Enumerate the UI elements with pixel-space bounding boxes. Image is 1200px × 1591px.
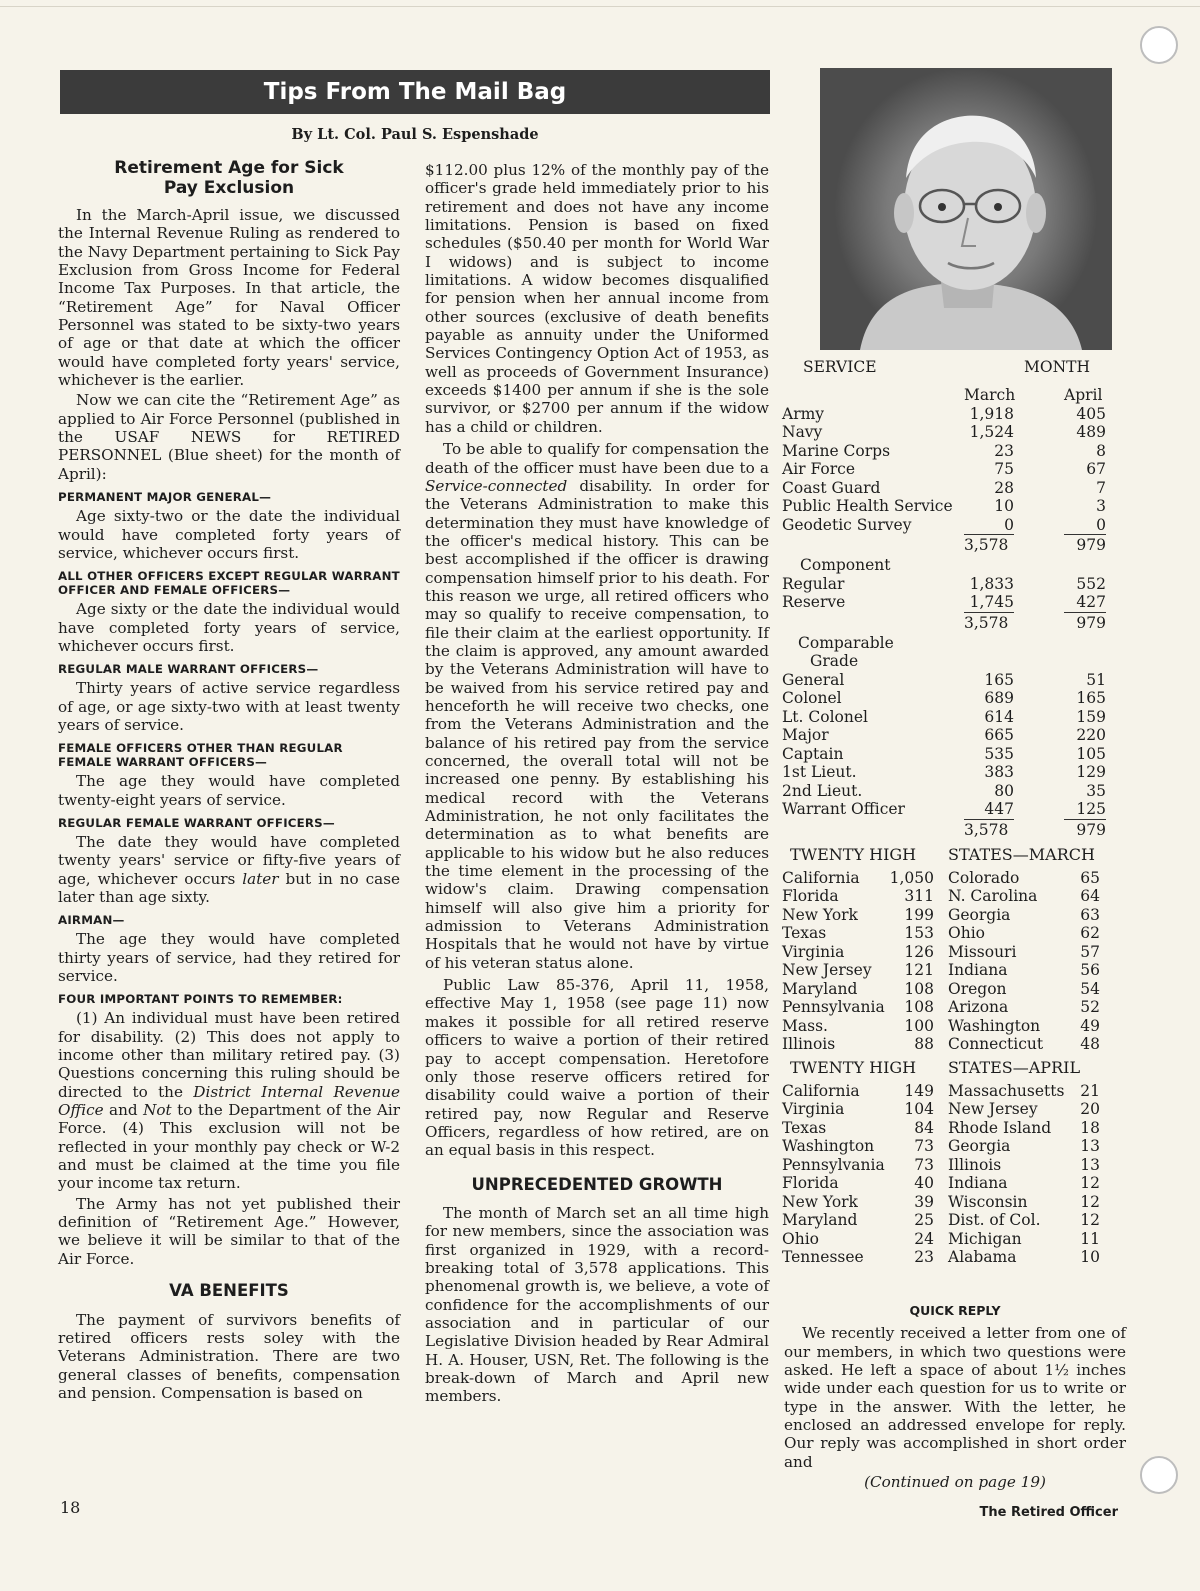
high-april-title: TWENTY HIGH [790, 1057, 917, 1077]
march-value: 535 [984, 744, 1014, 763]
table-row [782, 1016, 1123, 1036]
table-row [782, 1211, 1123, 1230]
row-label: Marine Corps [782, 441, 891, 460]
state-count: 121 [904, 961, 934, 979]
state-name: Georgia [948, 1137, 1011, 1155]
paragraph: The month of March set an all time high for new members, since the association was first organized in 1929, with a record-breaking total of 3,578 applications. This phenomenal growth is, we believe, a vote of confidence for the accomplishments of our association and in particular of our Legislative Division headed by Rear Admiral H. A. Houser, USN, Ret. The following is the break-down of March and April new members. [425, 1203, 769, 1406]
table-row [782, 404, 1123, 424]
table-row [782, 1100, 1123, 1119]
high-states-april-table [782, 1081, 1123, 1267]
table-row [782, 781, 1123, 801]
state-name: Oregon [948, 979, 1007, 998]
state-count: 54 [1080, 979, 1100, 998]
table-row [782, 593, 1123, 612]
total-april: 979 [1076, 613, 1106, 632]
component-label: Component [800, 556, 891, 574]
april-value: 8 [1096, 441, 1106, 460]
subheading: REGULAR MALE WARRANT OFFICERS— [58, 662, 319, 677]
table-row [782, 1081, 1123, 1101]
paragraph: (1) An individual must have been retired for disability. (2) This does not apply to income other than military retired pay. (3) Questions concerning this ruling should be directed to the District Internal Revenue Office and Not to the Department of the Air Force. (4) This exclusion will not be reflected in your monthly pay check or W-2 and must be claimed at the time you file your income tax return. [58, 1009, 401, 1193]
paragraph: $112.00 plus 12% of the monthly pay of the officer's grade held immediately prior to his retirement and does not have any income limitations. Pension is based on fixed schedules ($50.40 per month for World War I widows) and is subject to income limitations. A widow becomes disqualified for pension when her annual income from other sources (exclusive of death benefits payable as annuity under the Uniformed Services Contingency Option Act of 1953, as well as proceeds of Government Insurance) exceeds $1400 per annum if she is the sole survivor, or $2700 per annum if the widow has a child or children. [425, 161, 769, 436]
table-row [782, 744, 1123, 764]
row-label: Navy [782, 423, 823, 441]
table-row [782, 670, 1123, 690]
state-count: 104 [904, 1100, 934, 1118]
high-march-title: STATES—MARCH [948, 844, 1095, 864]
subheading: FEMALE OFFICERS OTHER THAN REGULAR FEMALE WARRANT OFFICERS— [58, 741, 343, 770]
state-name: New Jersey [782, 961, 872, 979]
table-row [782, 515, 1123, 535]
grade-label: Grade [810, 652, 859, 670]
state-name: Maryland [782, 1211, 858, 1229]
april-value: 165 [1076, 689, 1106, 707]
april-value: 427 [1076, 593, 1106, 611]
column-1 [58, 158, 400, 1404]
state-name: Mass. [782, 1016, 828, 1035]
state-name: Missouri [948, 942, 1017, 961]
paragraph: Public Law 85-376, April 11, 1958, effective May 1, 1958 (see page 11) now makes it possible for all retired reserve officers to waive a portion of their retired pay to accept compensation. Heretofore only those reserve officers retired for disability could waive a portion of their retired pay, now Regular and Reserve Officers, regardless of how retired, are on an equal basis in this respect. [425, 976, 769, 1160]
april-value: 159 [1076, 707, 1106, 726]
state-count: 23 [914, 1248, 934, 1266]
state-name: Pennsylvania [782, 1155, 885, 1174]
state-count: 10 [1080, 1248, 1100, 1266]
row-label: General [782, 670, 845, 689]
binder-hole-bottom [1140, 1456, 1178, 1494]
state-count: 56 [1080, 961, 1100, 979]
state-name: Georgia [948, 905, 1011, 924]
state-name: New York [782, 1192, 858, 1211]
high-states-march-table [782, 868, 1123, 1054]
state-count: 1,050 [889, 868, 934, 887]
state-count: 199 [904, 905, 934, 924]
row-label: Army [782, 404, 825, 423]
march-value: 1,833 [969, 574, 1014, 593]
table-row [782, 800, 1123, 819]
state-count: 88 [914, 1035, 934, 1053]
march-value: 689 [984, 689, 1014, 707]
state-name: Virginia [782, 942, 845, 961]
table-row [782, 763, 1123, 782]
state-count: 12 [1080, 1174, 1100, 1192]
row-label: 2nd Lieut. [782, 781, 863, 800]
april-value: 7 [1096, 478, 1106, 497]
state-count: 49 [1080, 1016, 1100, 1035]
state-count: 25 [914, 1211, 934, 1229]
state-name: Indiana [948, 961, 1008, 979]
high-april-title: STATES—APRIL [948, 1057, 1081, 1077]
title-banner [60, 70, 770, 114]
state-name: Maryland [782, 979, 858, 998]
march-value: 665 [984, 726, 1014, 744]
march-value: 10 [994, 497, 1014, 515]
row-label: 1st Lieut. [782, 763, 857, 781]
total-april: 979 [1076, 536, 1106, 554]
subheading: AIRMAN— [58, 913, 125, 928]
april-value: 125 [1076, 800, 1106, 818]
table-row [782, 1192, 1123, 1212]
april-value: 552 [1076, 574, 1106, 593]
table-row [782, 478, 1123, 498]
april-value: 35 [1086, 781, 1106, 800]
row-label: Major [782, 726, 829, 744]
march-value: 0 [1004, 515, 1014, 534]
table-row [782, 905, 1123, 925]
state-count: 63 [1080, 905, 1100, 924]
state-name: Ohio [782, 1229, 819, 1248]
byline: By Lt. Col. Paul S. Espenshade [291, 126, 539, 143]
table-row [782, 726, 1123, 745]
april-value: 129 [1076, 763, 1106, 781]
table-row [782, 942, 1123, 962]
page-number: 18 [60, 1498, 81, 1517]
table-row [782, 1155, 1123, 1175]
binder-hole-top [1140, 26, 1178, 64]
page-top-edge [0, 0, 1200, 7]
state-name: N. Carolina [948, 887, 1038, 905]
paragraph: The date they would have completed twenty years' service or fifty-five years of age, whichever occurs later but in no case later than age sixty. [58, 832, 400, 906]
table-row [782, 979, 1123, 999]
state-count: 126 [904, 942, 934, 961]
state-count: 52 [1080, 998, 1100, 1016]
subheading: ALL OTHER OFFICERS EXCEPT REGULAR WARRANT OFFICER AND FEMALE OFFICERS— [58, 569, 400, 598]
column-2 [425, 161, 769, 1408]
state-name: Colorado [948, 868, 1020, 887]
continued-note: (Continued on page 19) [864, 1473, 1046, 1492]
state-count: 62 [1080, 924, 1100, 942]
state-count: 13 [1080, 1155, 1100, 1174]
grade-label: Comparable [798, 633, 894, 652]
paragraph: The age they would have completed twenty-eight years of service. [58, 772, 400, 809]
state-name: Rhode Island [948, 1118, 1052, 1137]
row-label: Public Health Service [782, 497, 953, 515]
state-name: Indiana [948, 1174, 1008, 1192]
april-value: 405 [1076, 404, 1106, 423]
row-label: Captain [782, 744, 844, 763]
table-row [782, 1137, 1123, 1156]
state-count: 65 [1080, 868, 1100, 887]
table-row [782, 689, 1123, 708]
heading-quick-reply: QUICK REPLY [909, 1303, 1001, 1318]
state-count: 18 [1080, 1118, 1100, 1137]
paragraph: Thirty years of active service regardless of age, or age sixty-two with at least twenty years of service. [58, 679, 400, 734]
grade-table [782, 670, 1123, 819]
march-value: 614 [984, 707, 1014, 726]
march-value: 1,918 [969, 404, 1014, 423]
paragraph: The payment of survivors benefits of retired officers rests soley with the Veterans Administration. There are two general classes of benefits, compensation and pension. Compensation is based on [58, 1310, 400, 1402]
state-count: 149 [904, 1081, 934, 1100]
table-row [782, 887, 1123, 906]
table-row [782, 497, 1123, 516]
state-name: Texas [782, 924, 827, 942]
heading-retirement-age: Retirement Age for Sick Pay Exclusion [114, 158, 344, 198]
paragraph: Age sixty or the date the individual would have completed forty years of service, whichever occurs first. [58, 600, 400, 655]
paragraph: We recently received a letter from one of our members, in which two questions were asked. He left a space of about 1½ inches wide under each question for us to write or type in the answer. With the letter, he enclosed an addressed envelope for reply. Our reply was accomplished in short order and [784, 1324, 1126, 1471]
component-table [782, 574, 1123, 612]
state-name: Massachusetts [948, 1081, 1065, 1100]
march-value: 165 [984, 670, 1014, 689]
state-name: Tennessee [782, 1248, 864, 1266]
april-value: 220 [1076, 726, 1106, 744]
march-value: 28 [994, 478, 1014, 497]
state-count: 48 [1080, 1035, 1100, 1053]
state-count: 12 [1080, 1192, 1100, 1211]
table-row [782, 1248, 1123, 1267]
state-name: Illinois [782, 1035, 836, 1053]
state-count: 20 [1080, 1100, 1100, 1118]
table-row [782, 574, 1123, 594]
state-name: Florida [782, 1174, 839, 1192]
state-name: Illinois [948, 1155, 1002, 1174]
total-april: 979 [1076, 820, 1106, 839]
state-count: 12 [1080, 1211, 1100, 1229]
state-name: New Jersey [948, 1100, 1038, 1118]
state-count: 13 [1080, 1137, 1100, 1155]
magazine-name: The Retired Officer [979, 1505, 1118, 1520]
table-row [782, 441, 1123, 461]
march-value: 383 [984, 763, 1014, 781]
service-table [782, 404, 1123, 535]
table-row [782, 423, 1123, 442]
table-row [782, 707, 1123, 727]
march-value: 80 [994, 781, 1014, 800]
table-row [782, 998, 1123, 1017]
state-name: Washington [948, 1016, 1041, 1035]
table-row [782, 1035, 1123, 1054]
table-row [782, 1174, 1123, 1193]
state-name: Florida [782, 887, 839, 905]
state-name: Wisconsin [948, 1192, 1028, 1211]
march-value: 447 [984, 800, 1014, 818]
row-label: Colonel [782, 689, 842, 707]
state-count: 57 [1080, 942, 1100, 961]
april-value: 3 [1096, 497, 1106, 515]
march-value: 23 [994, 441, 1014, 460]
row-label: Lt. Colonel [782, 707, 868, 726]
month-label: MONTH [1024, 358, 1090, 376]
march-header: March [964, 386, 1016, 404]
heading-unprecedented-growth: UNPRECEDENTED GROWTH [471, 1174, 723, 1194]
total-march: 3,578 [964, 536, 1009, 554]
portrait-illustration [820, 68, 1112, 350]
state-count: 39 [914, 1192, 934, 1211]
state-count: 73 [914, 1137, 934, 1155]
april-value: 105 [1076, 744, 1106, 763]
paragraph: Now we can cite the “Retirement Age” as applied to Air Force Personnel (published in the USAF NEWS for RETIRED PERSONNEL (Blue sheet) for the month of April): [58, 391, 400, 483]
state-name: Virginia [782, 1100, 845, 1118]
april-value: 0 [1096, 515, 1106, 534]
april-value: 67 [1086, 460, 1106, 478]
state-count: 311 [904, 887, 934, 905]
table-row [782, 460, 1123, 479]
row-label: Warrant Officer [782, 800, 905, 818]
paragraph: The Army has not yet published their definition of “Retirement Age.” However, we believe it will be similar to that of the Air Force. [58, 1194, 400, 1268]
april-value: 51 [1086, 670, 1106, 689]
paragraph: Age sixty-two or the date the individual would have completed forty years of service, whichever occurs first. [58, 507, 400, 562]
row-label: Geodetic Survey [782, 515, 912, 534]
table-row [782, 868, 1123, 888]
quick-reply-section [784, 1302, 1126, 1491]
table-row [782, 1118, 1123, 1138]
subheading: FOUR IMPORTANT POINTS TO REMEMBER: [58, 992, 343, 1007]
table-row [782, 924, 1123, 943]
service-label: SERVICE [803, 358, 877, 376]
state-name: Pennsylvania [782, 998, 885, 1016]
row-label: Regular [782, 574, 845, 593]
state-name: Ohio [948, 924, 985, 942]
state-count: 11 [1080, 1229, 1100, 1248]
state-name: Texas [782, 1118, 827, 1137]
state-name: Connecticut [948, 1035, 1044, 1053]
paragraph: In the March-April issue, we discussed the Internal Revenue Ruling as rendered to the Navy Department pertaining to Sick Pay Exclusion from Gross Income for Federal Income Tax Purposes. In that article, the “Retirement Age” for Naval Officer Personnel was stated to be sixty-two years of age or that date at which the officer would have completed forty years' service, whichever is the earlier. [58, 206, 400, 390]
state-name: New York [782, 905, 858, 924]
march-value: 1,745 [969, 593, 1014, 611]
total-march: 3,578 [964, 613, 1009, 632]
paragraph: To be able to qualify for compensation the death of the officer must have been due to a Service-connected disability. In order for the Veterans Administration to make this determination they must have knowledge of the officer's medical history. This can be best accomplished if the officer is drawing compensation himself prior to his death. For this reason we urge, all retired officers who may so qualify to receive compensation, to file their claim at the earliest opportunity. If the claim is approved, any amount awarded by the Veterans Administration will have to be waived from his service retired pay and henceforth he will receive two checks, one from the Veterans Administration and the balance of his retired pay from the service concerned, the overall total will not be increased one penny. By establishing his medical record with the Veterans Administration, he not only facilitates the determination as to what benefits are applicable to his widow but he also reduces the time element in the processing of the widow's claim. Drawing compensation himself will also give him a priority for admission to Veterans Administration Hospitals that he would not have by virtue of his veteran status alone. [425, 440, 769, 972]
state-name: Dist. of Col. [948, 1211, 1041, 1229]
state-count: 64 [1080, 887, 1100, 905]
state-count: 21 [1080, 1081, 1100, 1100]
high-march-title: TWENTY HIGH [790, 844, 917, 864]
state-count: 108 [904, 998, 934, 1016]
state-count: 100 [904, 1016, 934, 1035]
state-name: Michigan [948, 1229, 1022, 1248]
subheading: PERMANENT MAJOR GENERAL— [58, 490, 272, 505]
paragraph: The age they would have completed thirty years of service, had they retired for service. [58, 930, 400, 985]
heading-va-benefits: VA BENEFITS [169, 1281, 289, 1301]
table-row [782, 1229, 1123, 1249]
march-value: 75 [994, 460, 1014, 478]
state-name: California [782, 868, 860, 887]
state-name: Washington [782, 1137, 875, 1155]
total-march: 3,578 [964, 820, 1009, 839]
table-row [782, 961, 1123, 980]
author-portrait-photo [820, 68, 1112, 350]
state-name: California [782, 1081, 860, 1100]
membership-stats [782, 358, 1123, 1267]
state-count: 153 [904, 924, 934, 942]
march-value: 1,524 [969, 423, 1014, 441]
april-header: April [1064, 386, 1103, 404]
page-title: Tips From The Mail Bag [263, 79, 567, 105]
state-name: Alabama [948, 1248, 1017, 1266]
state-count: 40 [914, 1174, 934, 1192]
subheading: REGULAR FEMALE WARRANT OFFICERS— [58, 815, 335, 830]
state-count: 73 [914, 1155, 934, 1174]
april-value: 489 [1076, 423, 1106, 441]
state-count: 24 [914, 1229, 934, 1248]
row-label: Reserve [782, 593, 846, 611]
state-count: 84 [914, 1118, 934, 1137]
row-label: Coast Guard [782, 478, 881, 497]
state-name: Arizona [948, 998, 1009, 1016]
row-label: Air Force [782, 460, 855, 478]
state-count: 108 [904, 979, 934, 998]
